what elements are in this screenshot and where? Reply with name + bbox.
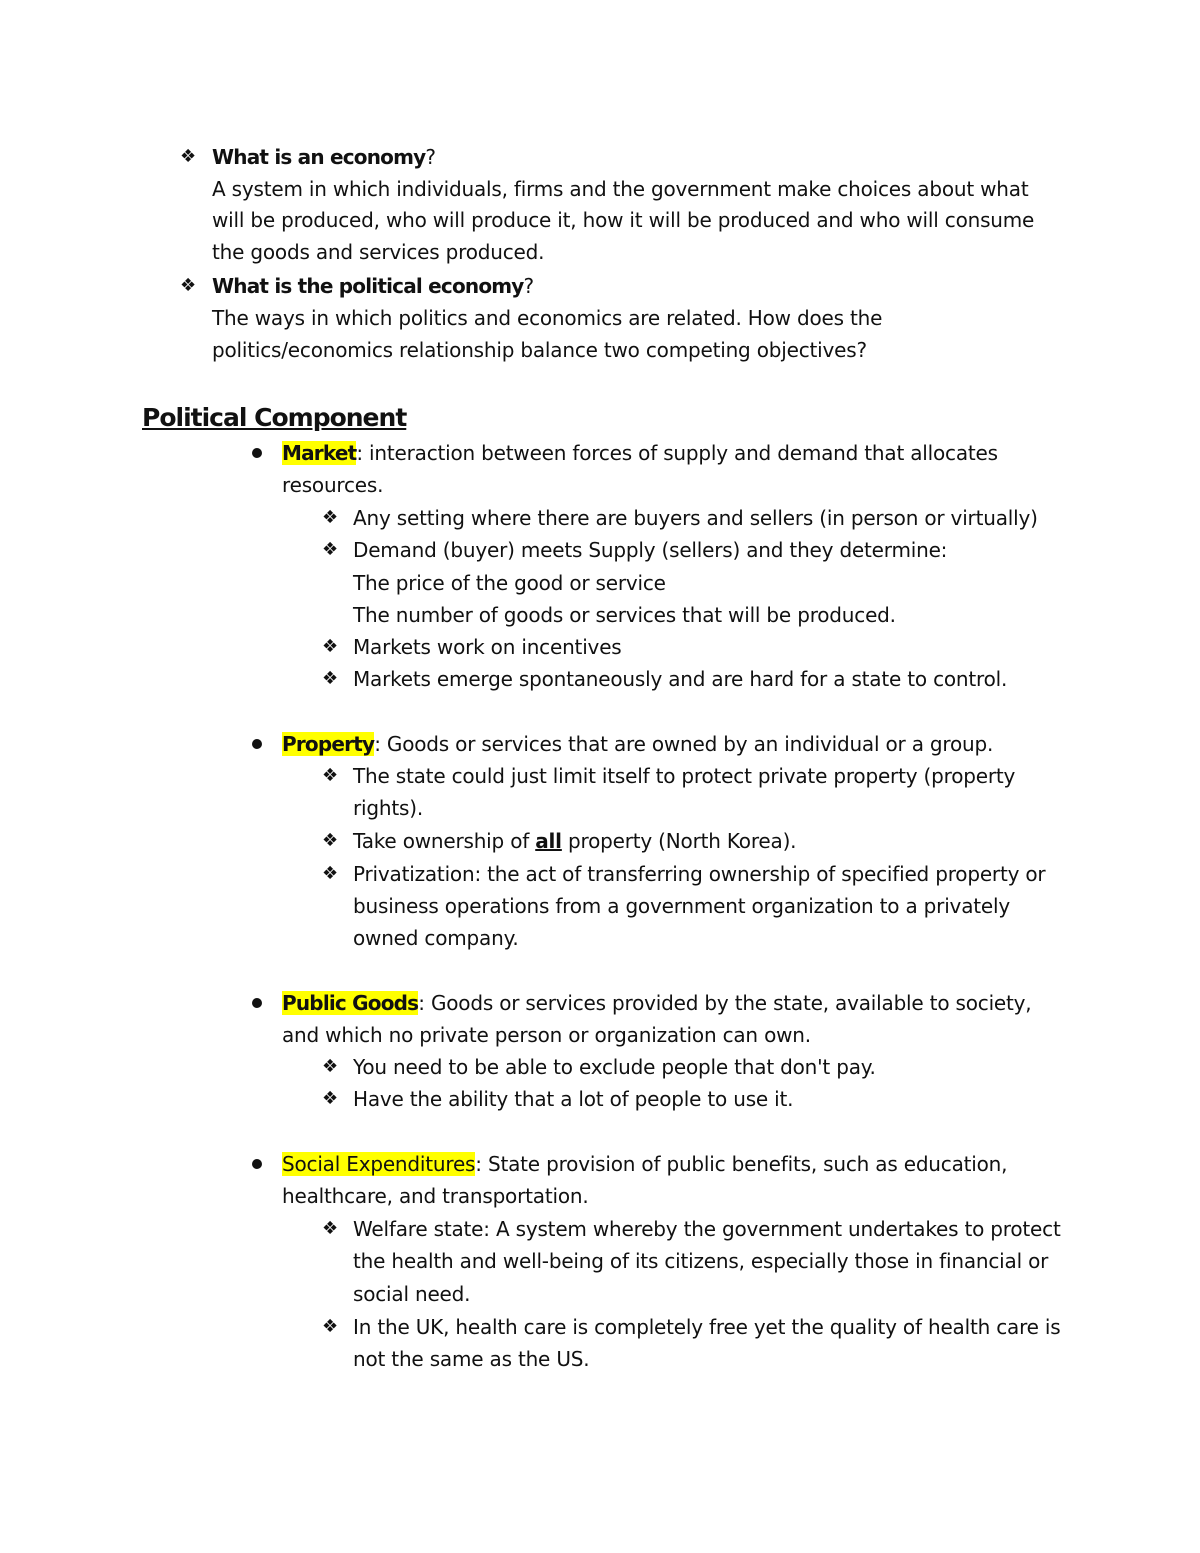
diamond-bullet-icon: ❖ [322, 1056, 339, 1077]
list-item: The price of the good or service [353, 571, 666, 595]
question-line [212, 270, 534, 302]
list-item: The number of goods or services that will be produced. [353, 603, 896, 627]
question-title: What is an economy [212, 145, 426, 169]
list-item: Demand (buyer) meets Supply (sellers) and they determine: [353, 538, 948, 562]
diamond-bullet-icon: ❖ [322, 765, 339, 786]
market-definition [282, 437, 998, 469]
definition-text: healthcare, and transportation. [282, 1184, 589, 1208]
list-item: Any setting where there are buyers and sellers (in person or virtually) [353, 506, 1038, 530]
list-item: Markets work on incentives [353, 635, 622, 659]
definition-text: : State provision of public benefits, such as education, [475, 1152, 1008, 1176]
list-item: You need to be able to exclude people that don't pay. [353, 1055, 876, 1079]
question-title: What is the political economy [212, 274, 524, 298]
term-social-expenditures: Social Expenditures [282, 1152, 476, 1176]
bullet-dot-icon [252, 739, 262, 749]
answer-line: will be produced, who will produce it, how it will be produced and who will consume [212, 208, 1035, 232]
property-definition [282, 728, 993, 760]
diamond-bullet-icon: ❖ [322, 668, 339, 689]
list-item: Welfare state: A system whereby the government undertakes to protect [353, 1217, 1061, 1241]
list-item: owned company. [353, 926, 519, 950]
list-item-text: Take ownership of [353, 829, 536, 853]
answer-line: A system in which individuals, firms and the government make choices about what [212, 177, 1029, 201]
list-item: Have the ability that a lot of people to use it. [353, 1087, 794, 1111]
list-item: the health and well-being of its citizens, especially those in financial or [353, 1249, 1049, 1273]
list-item: Markets emerge spontaneously and are hard for a state to control. [353, 667, 1008, 691]
diamond-bullet-icon: ❖ [322, 1218, 339, 1239]
list-item: Privatization: the act of transferring ownership of specified property or [353, 862, 1046, 886]
list-item: business operations from a government organization to a privately [353, 894, 1010, 918]
answer-line: politics/economics relationship balance two competing objectives? [212, 338, 867, 362]
diamond-bullet-icon: ❖ [180, 275, 197, 296]
list-item: The state could just limit itself to protect private property (property [353, 764, 1016, 788]
definition-text: : Goods or services that are owned by an individual or a group. [374, 732, 994, 756]
diamond-bullet-icon: ❖ [322, 1088, 339, 1109]
diamond-bullet-icon: ❖ [322, 539, 339, 560]
term-market: Market [282, 441, 357, 465]
emphasis-word: all [535, 829, 562, 853]
list-item: In the UK, health care is completely free yet the quality of health care is [353, 1315, 1061, 1339]
question-line [212, 141, 436, 173]
bullet-dot-icon [252, 448, 262, 458]
list-item: not the same as the US. [353, 1347, 590, 1371]
term-public-goods: Public Goods [282, 991, 419, 1015]
definition-text: : interaction between forces of supply and demand that allocates [356, 441, 998, 465]
answer-line: The ways in which politics and economics are related. How does the [212, 306, 883, 330]
diamond-bullet-icon: ❖ [322, 636, 339, 657]
list-item: social need. [353, 1282, 471, 1306]
diamond-bullet-icon: ❖ [322, 863, 339, 884]
question-mark: ? [425, 145, 436, 169]
bullet-dot-icon [252, 1159, 262, 1169]
definition-text: : Goods or services provided by the state, available to society, [418, 991, 1032, 1015]
diamond-bullet-icon: ❖ [322, 1316, 339, 1337]
section-heading: Political Component [142, 403, 407, 432]
bullet-dot-icon [252, 998, 262, 1008]
term-property: Property [282, 732, 375, 756]
social-expenditures-definition [282, 1148, 1007, 1180]
diamond-bullet-icon: ❖ [180, 146, 197, 167]
answer-line: the goods and services produced. [212, 240, 545, 264]
public-goods-definition [282, 987, 1031, 1019]
diamond-bullet-icon: ❖ [322, 507, 339, 528]
definition-text: and which no private person or organization can own. [282, 1023, 811, 1047]
list-item-text: property (North Korea). [561, 829, 797, 853]
definition-text: resources. [282, 473, 384, 497]
list-item: rights). [353, 796, 423, 820]
diamond-bullet-icon: ❖ [322, 830, 339, 851]
question-mark: ? [523, 274, 534, 298]
list-item [353, 825, 796, 857]
